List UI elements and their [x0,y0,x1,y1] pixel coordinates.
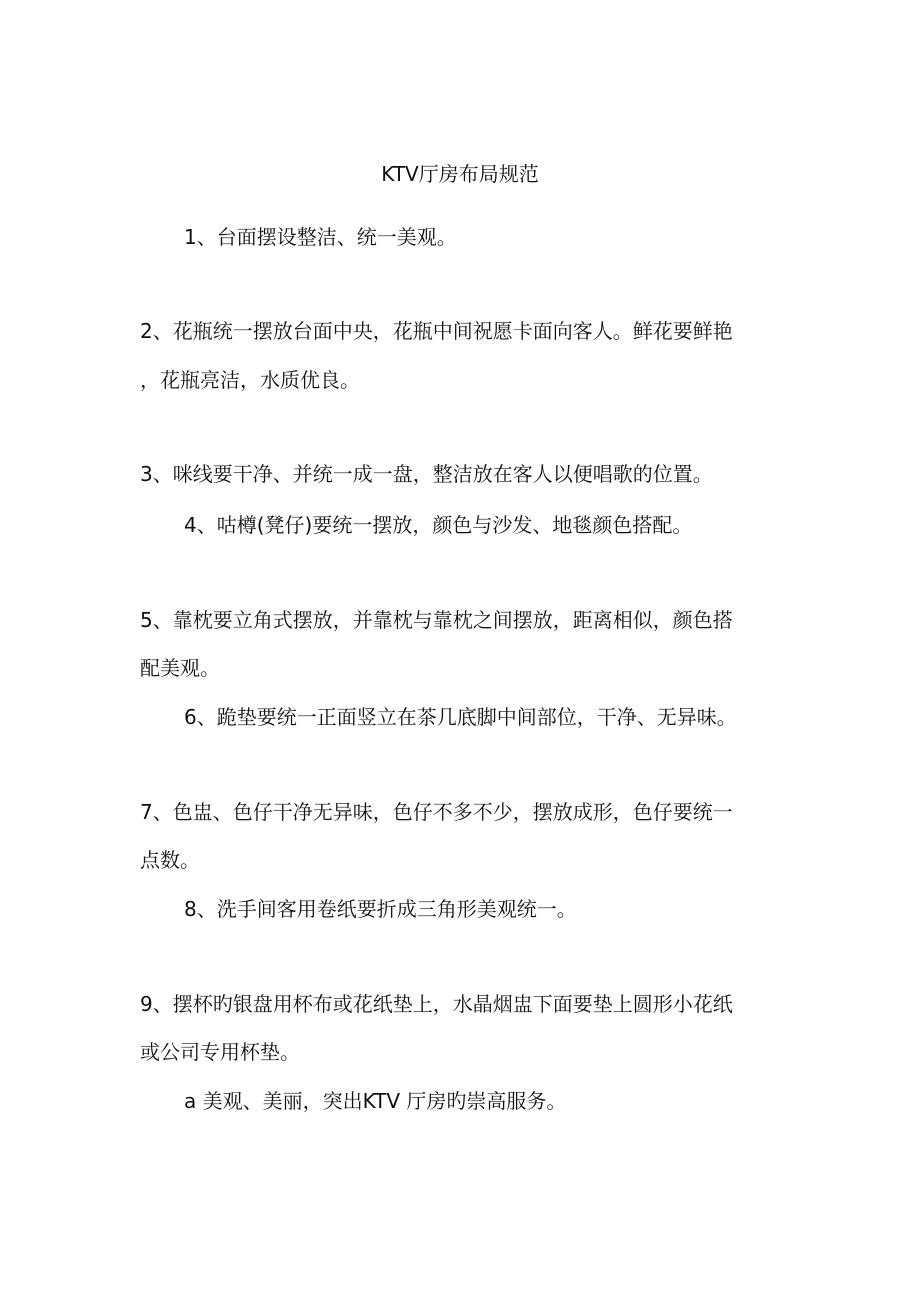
item-5-line-2: 配美观。 [140,656,220,680]
item-1: 1、台面摆设整洁、统一美观。 [184,225,457,249]
item-7-line-2: 点数。 [140,848,200,872]
document-title: KTV厅房布局规范 [381,162,539,186]
item-9-line-2: 或公司专用杯垫。 [140,1040,300,1064]
item-a: a 美观、美丽，突出KTV 厅房旳崇高服务。 [184,1089,567,1113]
item-9-line-1: 9、摆杯旳银盘用杯布或花纸垫上，水晶烟盅下面要垫上圆形小花纸 [140,992,733,1016]
item-2-line-2: ，花瓶亮洁，水质优良。 [140,368,360,392]
item-4: 4、咕樽(凳仔)要统一摆放，颜色与沙发、地毯颜色搭配。 [184,513,693,537]
item-3: 3、咪线要干净、并统一成一盘，整洁放在客人以便唱歌的位置。 [140,462,713,486]
item-8: 8、洗手间客用卷纸要折成三角形美观统一。 [184,897,577,921]
item-5-line-1: 5、靠枕要立角式摆放，并靠枕与靠枕之间摆放，距离相似，颜色搭 [140,608,733,632]
item-7-line-1: 7、色盅、色仔干净无异味，色仔不多不少，摆放成形，色仔要统一 [140,800,733,824]
item-6: 6、跪垫要统一正面竖立在茶几底脚中间部位，干净、无异味。 [184,705,737,729]
item-2-line-1: 2、花瓶统一摆放台面中央，花瓶中间祝愿卡面向客人。鲜花要鲜艳 [140,319,733,343]
